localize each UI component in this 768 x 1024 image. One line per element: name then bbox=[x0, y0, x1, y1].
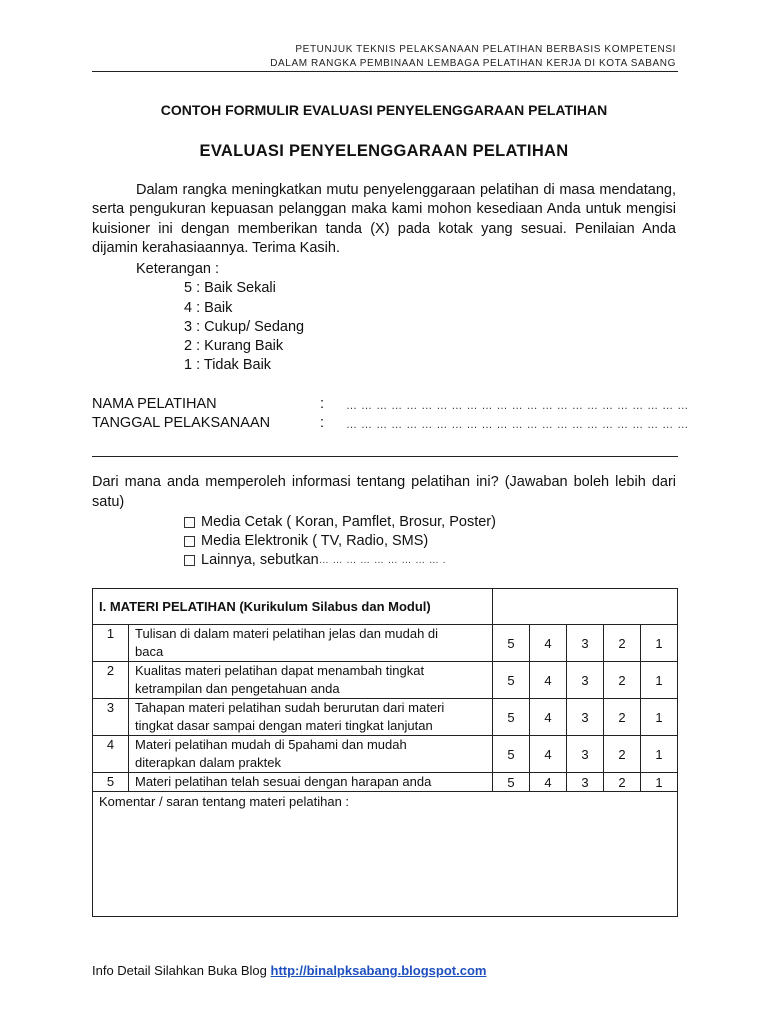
score-2[interactable]: 2 bbox=[604, 699, 641, 736]
evaluation-table bbox=[92, 588, 678, 917]
field-colon: : bbox=[320, 415, 325, 431]
nama-pelatihan-label: NAMA PELATIHAN bbox=[92, 396, 217, 412]
table-row bbox=[93, 773, 678, 792]
score-3[interactable]: 3 bbox=[567, 699, 604, 736]
tanggal-pelaksanaan-label: TANGGAL PELAKSANAAN bbox=[92, 415, 271, 431]
option-lainnya[interactable] bbox=[184, 552, 446, 568]
score-4[interactable]: 4 bbox=[530, 625, 567, 662]
score-5[interactable]: 5 bbox=[493, 736, 530, 773]
comment-row bbox=[93, 792, 678, 917]
score-2[interactable]: 2 bbox=[604, 773, 641, 792]
score-3[interactable]: 3 bbox=[567, 662, 604, 699]
score-header-blank bbox=[493, 589, 678, 625]
checkbox-icon[interactable] bbox=[184, 517, 195, 528]
row-number: 4 bbox=[93, 736, 129, 773]
nama-pelatihan-field[interactable]: … … … … … … … … … … … … … … … … … … … … … … … bbox=[346, 400, 689, 412]
row-item-line: ketrampilan dan pengetahuan anda bbox=[135, 681, 340, 696]
row-item-line: tingkat dasar sampai dengan materi tingkat lanjutan bbox=[135, 718, 433, 733]
score-1[interactable]: 1 bbox=[641, 625, 678, 662]
evaluation-title: EVALUASI PENYELENGGARAAN PELATIHAN bbox=[199, 142, 569, 160]
row-number: 2 bbox=[93, 662, 129, 699]
blog-link[interactable]: http://binalpksabang.blogspot.com bbox=[270, 963, 487, 978]
row-item-line: Materi pelatihan telah sesuai dengan harapan anda bbox=[135, 774, 432, 789]
score-4[interactable]: 4 bbox=[530, 736, 567, 773]
score-5[interactable]: 5 bbox=[493, 625, 530, 662]
table-row bbox=[93, 736, 678, 773]
score-4[interactable]: 4 bbox=[530, 662, 567, 699]
row-item bbox=[129, 699, 493, 736]
header-divider bbox=[92, 71, 678, 72]
option-label: Media Cetak ( Koran, Pamflet, Brosur, Poster) bbox=[201, 514, 496, 530]
score-4[interactable]: 4 bbox=[530, 699, 567, 736]
row-item bbox=[129, 625, 493, 662]
option-label: Lainnya, sebutkan bbox=[201, 552, 319, 568]
tanggal-pelaksanaan-field[interactable]: … … … … … … … … … … … … … … … … … … … … … … … bbox=[346, 419, 689, 431]
keterangan-item: 1 : Tidak Baik bbox=[184, 357, 272, 373]
section-divider bbox=[92, 456, 678, 457]
score-4[interactable]: 4 bbox=[530, 773, 567, 792]
comment-box[interactable]: Komentar / saran tentang materi pelatihan : bbox=[93, 792, 678, 917]
table-row bbox=[93, 625, 678, 662]
keterangan-item: 5 : Baik Sekali bbox=[184, 280, 276, 296]
row-number: 1 bbox=[93, 625, 129, 662]
score-5[interactable]: 5 bbox=[493, 773, 530, 792]
field-colon: : bbox=[320, 396, 325, 412]
score-1[interactable]: 1 bbox=[641, 699, 678, 736]
option-label: Media Elektronik ( TV, Radio, SMS) bbox=[201, 533, 429, 549]
keterangan-item: 3 : Cukup/ Sedang bbox=[184, 319, 305, 335]
keterangan-item: 2 : Kurang Baik bbox=[184, 338, 284, 354]
header-line-1: PETUNJUK TEKNIS PELAKSANAAN PELATIHAN BERBASIS KOMPETENSI bbox=[295, 44, 676, 55]
row-item-line: Tulisan di dalam materi pelatihan jelas dan mudah di bbox=[135, 626, 439, 641]
checkbox-icon[interactable] bbox=[184, 536, 195, 547]
row-item-line: Materi pelatihan mudah di 5pahami dan mudah bbox=[135, 737, 407, 752]
score-1[interactable]: 1 bbox=[641, 662, 678, 699]
keterangan-item: 4 : Baik bbox=[184, 300, 233, 316]
row-item-line: Tahapan materi pelatihan sudah berurutan dari materi bbox=[135, 700, 445, 715]
header-line-2: DALAM RANGKA PEMBINAAN LEMBAGA PELATIHAN KERJA DI KOTA SABANG bbox=[270, 58, 676, 69]
section-title: I. MATERI PELATIHAN (Kurikulum Silabus dan Modul) bbox=[93, 589, 493, 625]
row-item-line: baca bbox=[135, 644, 164, 659]
score-1[interactable]: 1 bbox=[641, 773, 678, 792]
row-item bbox=[129, 773, 493, 792]
option-media-elektronik[interactable] bbox=[184, 533, 428, 549]
score-2[interactable]: 2 bbox=[604, 662, 641, 699]
row-item-line: diterapkan dalam praktek bbox=[135, 755, 281, 770]
option-media-cetak[interactable] bbox=[184, 514, 496, 530]
intro-paragraph bbox=[92, 181, 676, 259]
score-2[interactable]: 2 bbox=[604, 736, 641, 773]
table-row bbox=[93, 662, 678, 699]
info-source-question: Dari mana anda memperoleh informasi tentang pelatihan ini? (Jawaban boleh lebih dari satu) bbox=[92, 474, 676, 510]
table-row bbox=[93, 699, 678, 736]
keterangan-label: Keterangan : bbox=[136, 261, 220, 277]
footer bbox=[92, 963, 486, 978]
row-number: 3 bbox=[93, 699, 129, 736]
score-3[interactable]: 3 bbox=[567, 625, 604, 662]
score-3[interactable]: 3 bbox=[567, 773, 604, 792]
checkbox-icon[interactable] bbox=[184, 555, 195, 566]
footer-text: Info Detail Silahkan Buka Blog bbox=[92, 963, 271, 978]
row-item bbox=[129, 736, 493, 773]
score-5[interactable]: 5 bbox=[493, 662, 530, 699]
form-title: CONTOH FORMULIR EVALUASI PENYELENGGARAAN PELATIHAN bbox=[160, 102, 608, 118]
row-item-line: Kualitas materi pelatihan dapat menambah tingkat bbox=[135, 663, 425, 678]
row-number: 5 bbox=[93, 773, 129, 792]
score-3[interactable]: 3 bbox=[567, 736, 604, 773]
score-2[interactable]: 2 bbox=[604, 625, 641, 662]
score-1[interactable]: 1 bbox=[641, 736, 678, 773]
row-item bbox=[129, 662, 493, 699]
section-header-row bbox=[93, 589, 678, 625]
score-5[interactable]: 5 bbox=[493, 699, 530, 736]
option-fill-dots[interactable]: … … … … … … … … … . bbox=[318, 554, 446, 566]
intro-text: Dalam rangka meningkatkan mutu penyelenggaraan pelatihan di masa mendatang, serta pengukuran kepuasan pelanggan maka kami mohon kesediaan Anda untuk mengisi kuisioner ini dengan memberikan tanda (X) pada kotak yang sesuai. Penilaian Anda dijamin kerahasiaannya. Terima Kasih. bbox=[92, 182, 676, 257]
